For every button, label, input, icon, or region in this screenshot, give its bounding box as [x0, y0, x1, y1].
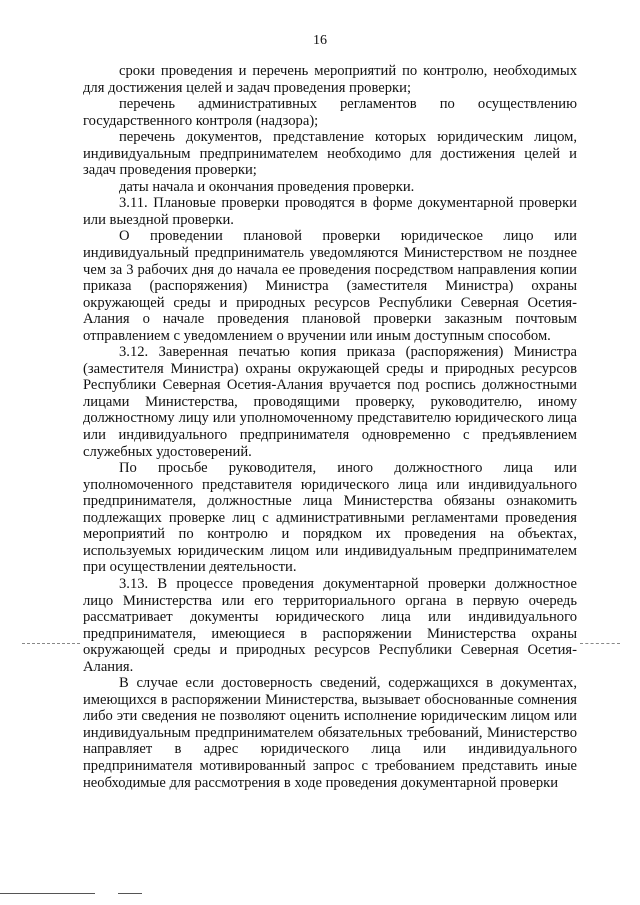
scan-artifact-line — [22, 643, 80, 644]
scan-artifact-line — [118, 893, 142, 894]
document-body — [83, 63, 577, 791]
paragraph-section-3-13: 3.13. В процессе проведения документарной проверки должностное лицо Министерства или его территориального органа в первую очередь рассматривает документы юридического лица или индивидуального предпринимателя, имеющиеся в распоряжении Министерства охраны окружающей среды и природных ресурсов Республики Северная Осетия-Алания. — [83, 575, 577, 675]
paragraph: даты начала и окончания проведения проверки. — [119, 178, 415, 195]
paragraph: сроки проведения и перечень мероприятий по контролю, необходимых для достижения целей и задач проведения проверки; — [83, 63, 577, 96]
paragraph-section-3-11: 3.11. Плановые проверки проводятся в форме документарной проверки или выездной проверки. — [83, 195, 577, 228]
paragraph: По просьбе руководителя, иного должностного лица или уполномоченного представителя юридического лица или индивидуального предпринимателя, должностные лица Министерства обязаны ознакомить подлежащих проверке лиц с административными регламентами проведения мероприятий по контролю и порядком их проведения на объектах, используемых юридическим лицом или индивидуальным предпринимателем при осуществлении деятельности. — [83, 460, 577, 576]
paragraph: О проведении плановой проверки юридическое лицо или индивидуальный предприниматель уведомляются Министерством не позднее чем за 3 рабочих дня до начала ее проведения посредством направления копии приказа (распоряжения) Министра (заместителя Министра) охраны окружающей среды и природных ресурсов Республики Северная Осетия-Алания о начале проведения плановой проверки заказным почтовым отправлением с уведомлением о вручении или иным доступным способом. — [83, 228, 577, 344]
paragraph: В случае если достоверность сведений, содержащихся в документах, имеющихся в распоряжении Министерства, вызывает обоснованные сомнения либо эти сведения не позволяют оценить исполнение юридическим лицом или индивидуальным предпринимателем обязательных требований, Министерство направляет в адрес юридического лица или индивидуального предпринимателя мотивированный запрос с требованием представить иные необходимые для рассмотрения в ходе проведения документарной проверки — [83, 675, 577, 791]
paragraph: перечень документов, представление которых юридическим лицом, индивидуальным предпринимателем необходимо для достижения целей и задач проведения проверки; — [83, 129, 577, 179]
scan-artifact-line — [0, 893, 95, 894]
page-number: 16 — [313, 33, 327, 48]
paragraph: перечень административных регламентов по осуществлению государственного контроля (надзора); — [83, 96, 577, 129]
scan-artifact-line — [580, 643, 620, 644]
paragraph-section-3-12: 3.12. Заверенная печатью копия приказа (распоряжения) Министра (заместителя Министра) охраны окружающей среды и природных ресурсов Республики Северная Осетия-Алания вручается под роспись должностными лицами Министерства, проводящими проверку, руководителю, иному должностному лицу или уполномоченному представителю юридического лица или индивидуального предпринимателя одновременно с предъявлением служебных удостоверений. — [83, 344, 577, 460]
